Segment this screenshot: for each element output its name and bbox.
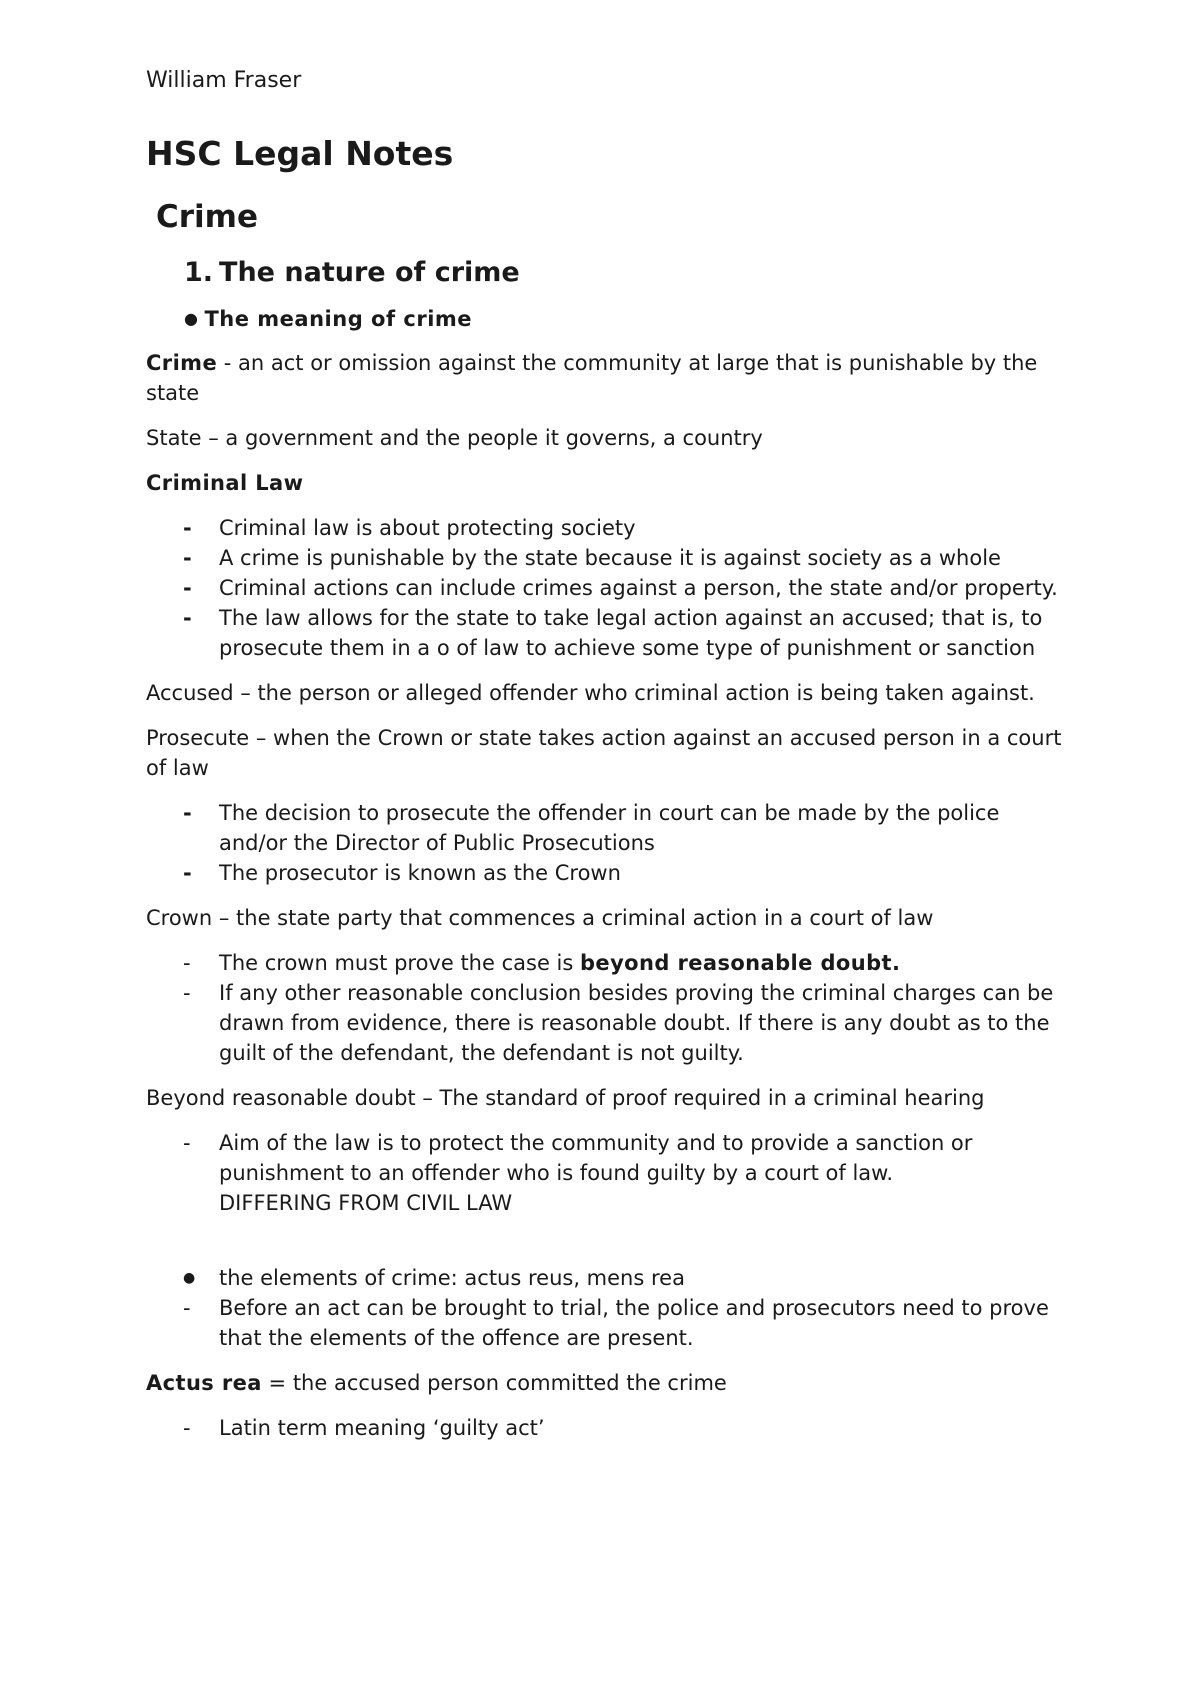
- document-body: [146, 66, 1066, 1458]
- list-item-text: The prosecutor is known as the Crown: [219, 861, 621, 885]
- crown-list: [146, 948, 1066, 1068]
- list-item: [146, 513, 1066, 543]
- subsection-number: 1.: [184, 257, 214, 288]
- aim-list: [146, 1128, 1066, 1218]
- dash-marker: -: [183, 576, 192, 600]
- crown-definition: Crown – the state party that commences a criminal action in a court of law: [146, 906, 934, 930]
- crime-definition-text: - an act or omission against the community at large that is punishable by the state: [146, 351, 1038, 405]
- bullet-marker: ●: [184, 309, 199, 328]
- dash-marker: -: [183, 861, 192, 885]
- criminal-law-heading: [146, 468, 1066, 498]
- list-item-text: Criminal law is about protecting society: [219, 516, 636, 540]
- list-item-text: A crime is punishable by the state because it is against society as a whole: [219, 546, 1001, 570]
- list-item-text: Criminal actions can include crimes against a person, the state and/or property.: [219, 576, 1058, 600]
- list-item: [146, 543, 1066, 573]
- elements-list: [146, 1263, 1066, 1353]
- prosecute-definition: Prosecute – when the Crown or state takes action against an accused person in a court of law: [146, 726, 1062, 780]
- list-item: [146, 1413, 1066, 1443]
- criminal-law-heading-text: Criminal Law: [146, 471, 304, 495]
- crime-definition: [146, 348, 1066, 408]
- list-item-text: The crown must prove the case is: [219, 951, 580, 975]
- civil-law-note: DIFFERING FROM CIVIL LAW: [219, 1191, 513, 1215]
- criminal-law-list: [146, 513, 1066, 663]
- beyond-reasonable-doubt-emphasis: beyond reasonable doubt.: [580, 951, 901, 975]
- list-item: [146, 1293, 1066, 1353]
- list-item-text: The decision to prosecute the offender in court can be made by the police and/or the Director of Public Prosecutions: [219, 801, 1000, 855]
- topic-heading-text: The meaning of crime: [204, 307, 473, 331]
- dash-marker: -: [183, 1416, 191, 1440]
- subsection-heading: [184, 254, 1066, 292]
- document-title: HSC Legal Notes: [146, 134, 454, 173]
- list-item: [146, 573, 1066, 603]
- subsection-title: The nature of crime: [219, 257, 520, 288]
- author-name: William Fraser: [146, 68, 302, 93]
- list-item: [146, 948, 1066, 978]
- list-item-text: The law allows for the state to take legal action against an accused; that is, to prosecute them in a o of law to achieve some type of punishment or sanction: [219, 606, 1043, 660]
- dash-marker: -: [183, 951, 191, 975]
- section-heading: Crime: [156, 199, 258, 235]
- topic-heading: [184, 304, 1066, 334]
- list-item-text: If any other reasonable conclusion besides proving the criminal charges can be drawn from evidence, there is reasonable doubt. If there is any doubt as to the guilt of the defendant, the defendant is not guilty.: [219, 981, 1054, 1065]
- list-item-text: Before an act can be brought to trial, the police and prosecutors need to prove that the elements of the offence are present.: [219, 1296, 1049, 1350]
- actus-definition-text: = the accused person committed the crime: [261, 1371, 727, 1395]
- dash-marker: -: [183, 516, 192, 540]
- actus-list: [146, 1413, 1066, 1443]
- list-item: [146, 1263, 1066, 1293]
- dash-marker: -: [183, 1296, 191, 1320]
- dash-marker: -: [183, 1131, 191, 1155]
- list-item-text: the elements of crime: actus reus, mens rea: [219, 1266, 685, 1290]
- dash-marker: -: [183, 801, 192, 825]
- dash-marker: -: [183, 546, 192, 570]
- list-item: [146, 858, 1066, 888]
- list-item-text: Aim of the law is to protect the community and to provide a sanction or punishment to an offender who is found guilty by a court of law.: [219, 1131, 973, 1185]
- dash-marker: -: [183, 981, 191, 1005]
- actus-definition: [146, 1368, 1066, 1398]
- list-item: [146, 603, 1066, 663]
- list-item: [146, 978, 1066, 1068]
- list-item: [146, 1128, 1066, 1218]
- bullet-marker: ●: [183, 1270, 196, 1286]
- dash-marker: -: [183, 606, 192, 630]
- brd-definition: Beyond reasonable doubt – The standard of proof required in a criminal hearing: [146, 1086, 985, 1110]
- actus-term: Actus rea: [146, 1371, 262, 1395]
- list-item-text: Latin term meaning ‘guilty act’: [219, 1416, 545, 1440]
- prosecute-list: [146, 798, 1066, 888]
- crime-term: Crime: [146, 351, 218, 375]
- accused-definition: Accused – the person or alleged offender who criminal action is being taken against.: [146, 681, 1035, 705]
- state-definition: State – a government and the people it governs, a country: [146, 426, 763, 450]
- list-item: [146, 798, 1066, 858]
